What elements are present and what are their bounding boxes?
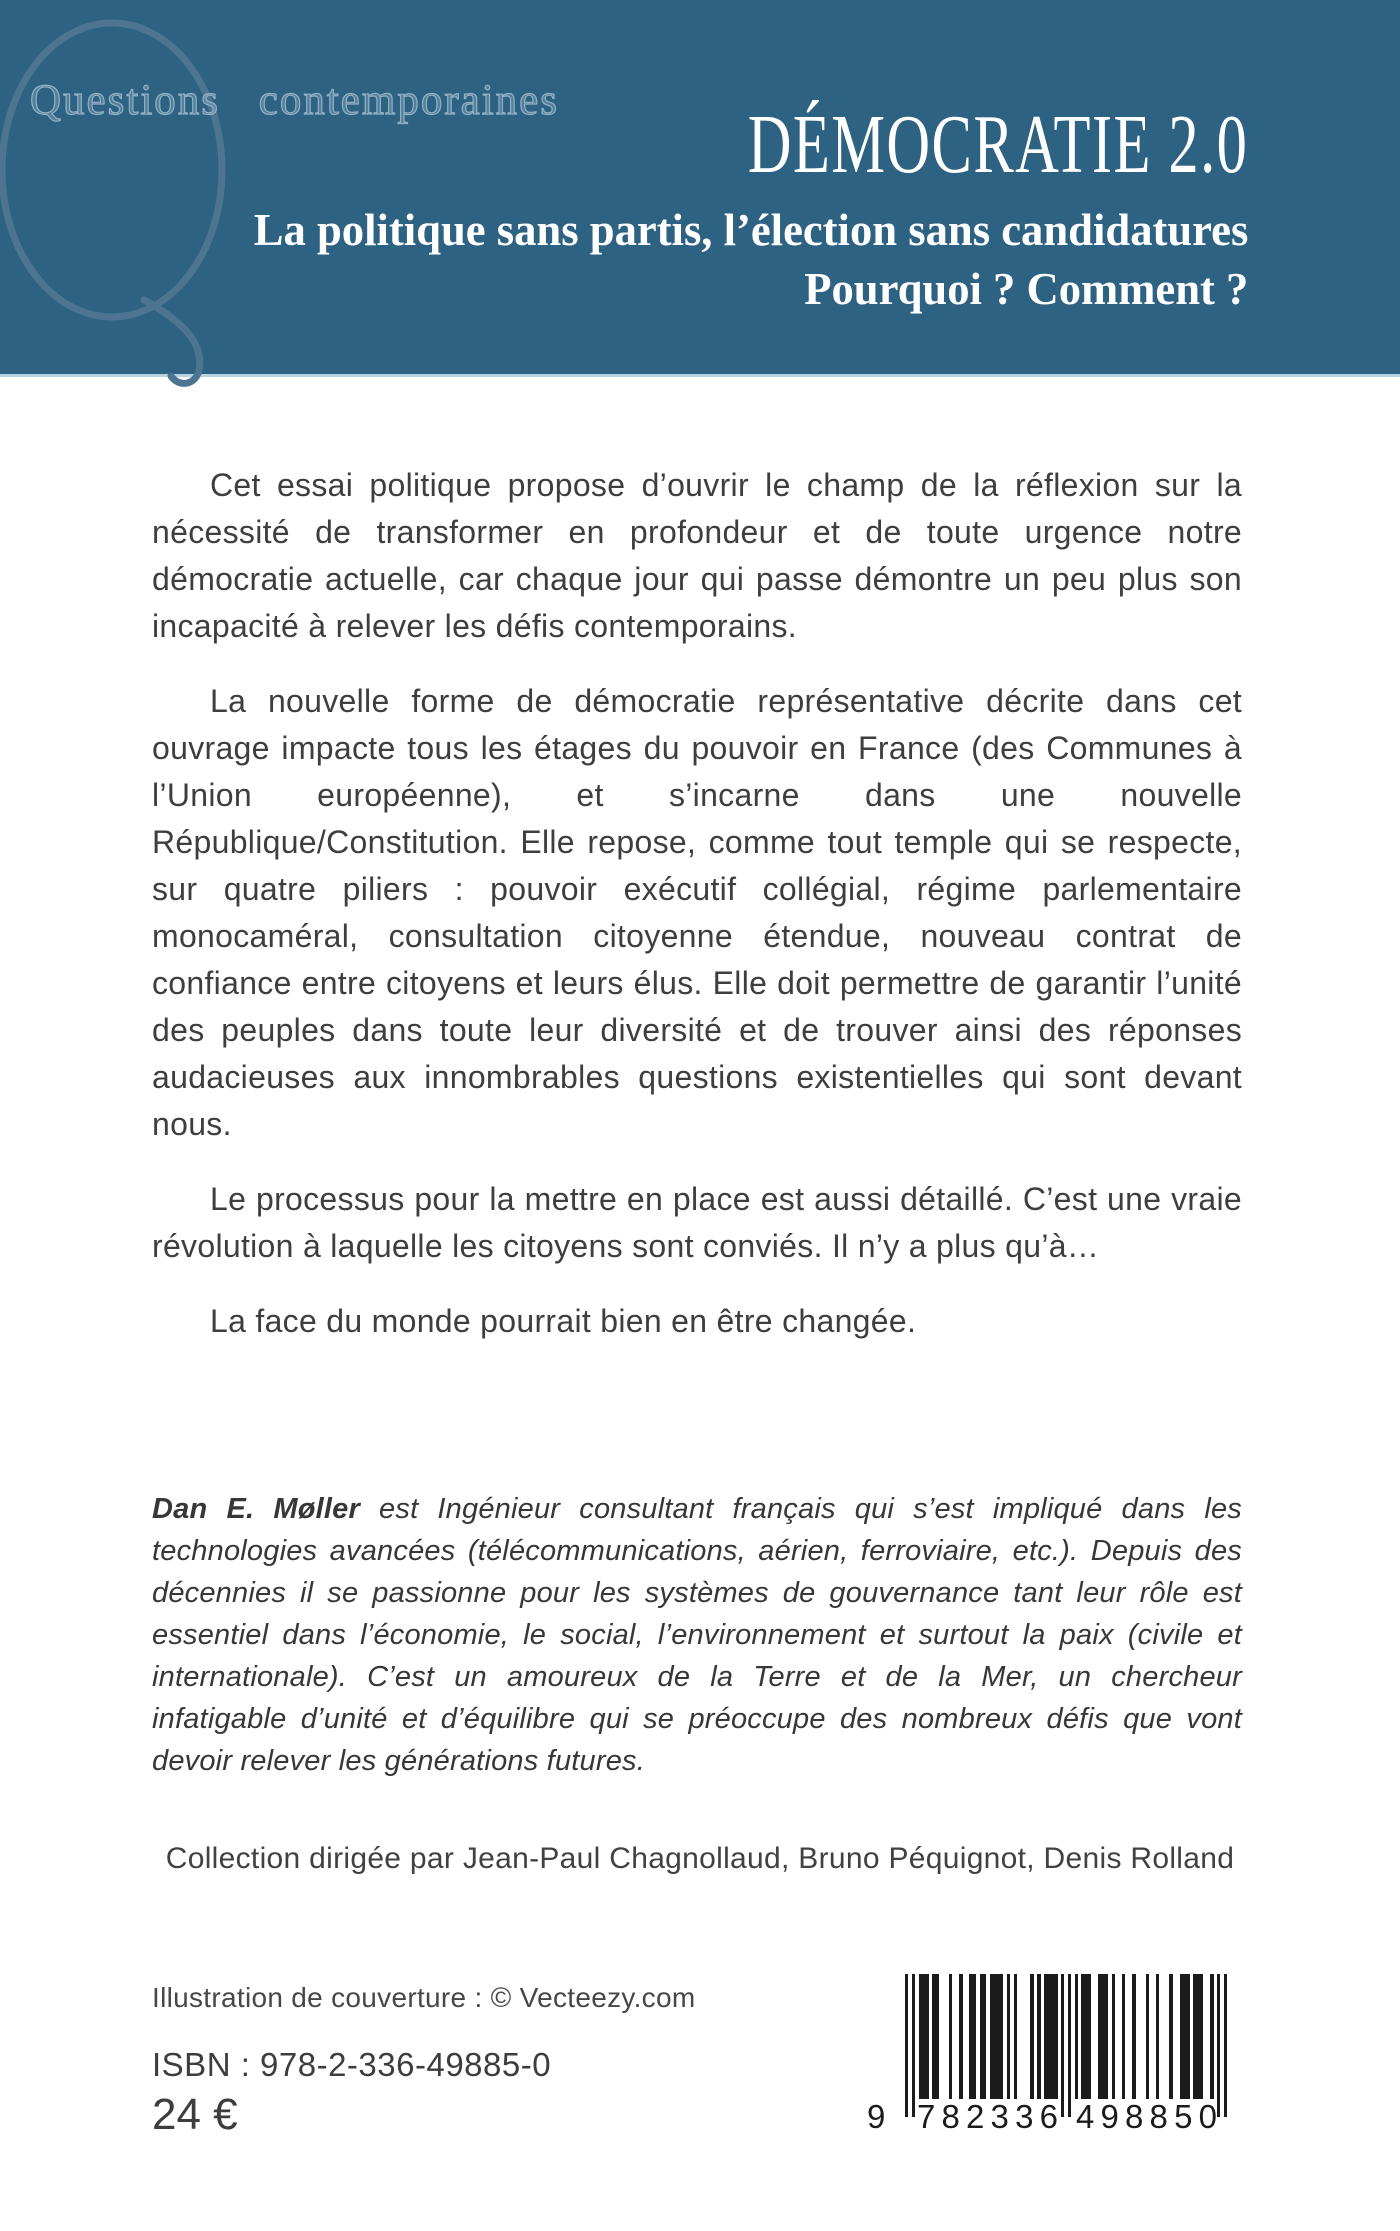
subtitle-line-2: Pourquoi ? Comment ? (803, 263, 1248, 314)
author-bio (152, 1488, 1242, 1782)
price-text: 24 € (152, 2090, 238, 2139)
synopsis-paragraph-1: Cet essai politique propose d’ouvrir le champ de la réflexion sur la nécessité de transformer en profondeur et de toute urgence notre démocratie actuelle, car chaque jour qui passe démontre un peu plus son incapacité à relever les défis contemporains. (152, 467, 1242, 644)
barcode-digit-group: 7 8 2 3 3 6 (917, 2098, 1058, 2135)
subtitle-line-1: La politique sans partis, l’élection sans candidatures (253, 204, 1248, 255)
synopsis-paragraph-3: Le processus pour la mettre en place est aussi détaillé. C’est une vraie révolution à laquelle les citoyens sont conviés. Il n’y a plus qu’à… (152, 1181, 1242, 1264)
isbn-text: ISBN : 978-2-336-49885-0 (152, 2046, 552, 2083)
synopsis (152, 462, 1242, 1345)
title-block (223, 98, 1248, 318)
collection-title: Questions contemporaines (30, 77, 559, 124)
book-subtitle (223, 200, 1248, 318)
barcode (867, 1974, 1235, 2142)
collection-credit-line: Collection dirigée par Jean-Paul Chagnollaud, Bruno Péquignot, Denis Rolland (165, 1842, 1235, 1875)
header-banner (0, 0, 1400, 377)
synopsis-paragraph-4: La face du monde pourrait bien en être changée. (210, 1303, 917, 1339)
author-bio-text: est Ingénieur consultant français qui s’est impliqué dans les technologies avancées (télécommunications, aérien, ferroviaire, etc.). Depuis des décennies il se passionne pour les systèmes de gouvernance tant leur rôle est essentiel dans l’économie, le social, l’environnement et surtout la paix (civile et internationale). C’est un amoureux de la Terre et de la Mer, un chercheur infatigable d’unité et d’équilibre qui se préoccupe des nombreux défis que vont devoir relever les générations futures. (152, 1493, 1242, 1777)
barcode-digit-group: 9 (867, 2098, 886, 2135)
illustration-credit: Illustration de couverture : © Vecteezy.com (152, 1982, 696, 2013)
book-title: DÉMOCRATIE 2.0 (747, 98, 1248, 191)
barcode-bars (905, 1974, 1235, 2117)
synopsis-paragraph-2: La nouvelle forme de démocratie représentative décrite dans cet ouvrage impacte tous les étages du pouvoir en France (des Communes à l’Union européenne), et s’incarne dans une nouvelle République/Constitution. Elle repose, comme tout temple qui se respecte, sur quatre piliers : pouvoir exécutif collégial, régime parlementaire monocaméral, consultation citoyenne étendue, nouveau contrat de confiance entre citoyens et leurs élus. Elle doit permettre de garantir l’unité des peuples dans toute leur diversité et de trouver ainsi des réponses audacieuses aux innombrables questions existentielles qui sont devant nous. (152, 683, 1242, 1142)
author-name: Dan E. Møller (152, 1493, 360, 1525)
barcode-digit-group: 4 9 8 8 5 0 (1076, 2098, 1217, 2135)
